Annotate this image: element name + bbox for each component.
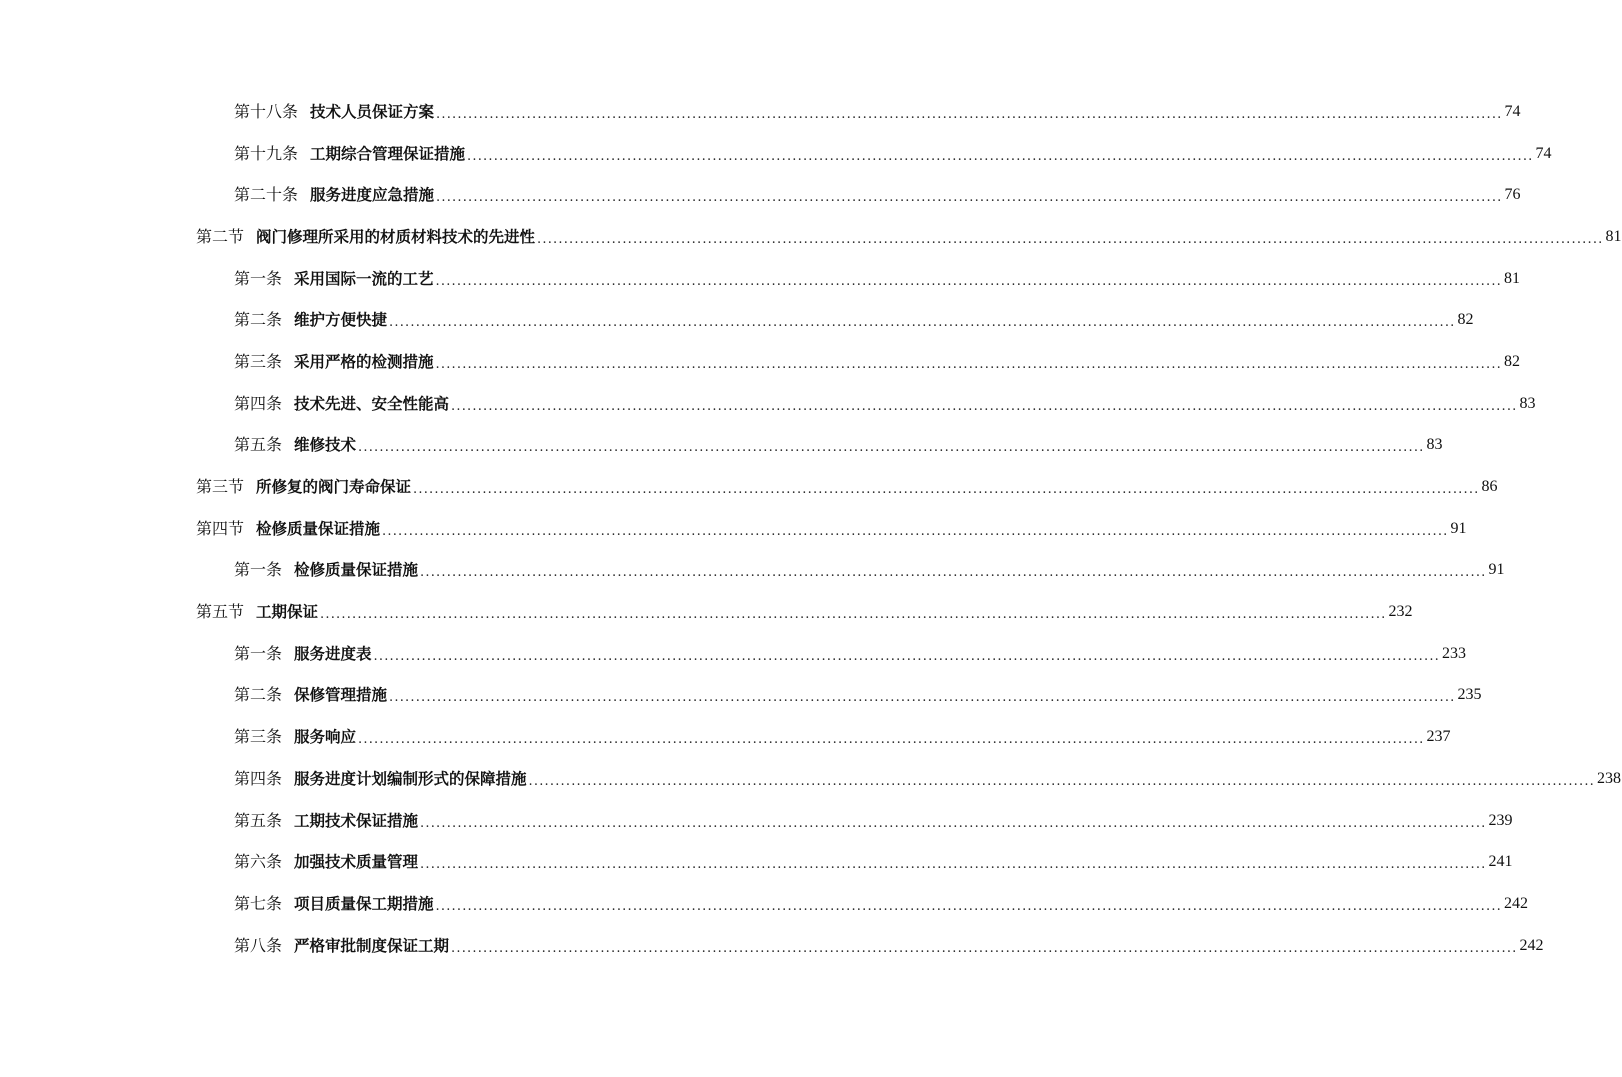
toc-entry[interactable]	[0, 633, 1466, 675]
toc-dot-leader: ........................................................................................................................................................................................................	[420, 857, 1487, 873]
toc-entry[interactable]	[0, 508, 1467, 550]
toc-entry[interactable]	[0, 133, 1552, 175]
toc-entry-page: 242	[1504, 894, 1528, 912]
toc-entry-page: 235	[1457, 686, 1482, 704]
toc-entry-title: 技术先进、安全性能高	[294, 394, 450, 413]
toc-dot-leader: ........................................................................................................................................................................................................	[389, 690, 1456, 706]
toc-entry-number: 第三条	[234, 351, 283, 371]
toc-entry[interactable]	[0, 258, 1520, 300]
toc-entry-title: 采用国际一流的工艺	[294, 269, 434, 288]
toc-entry-number: 第二十条	[234, 185, 299, 205]
toc-entry-number: 第一条	[234, 268, 283, 288]
toc-entry[interactable]	[0, 883, 1528, 925]
toc-entry[interactable]	[0, 758, 1621, 800]
toc-entry-title: 保修管理措施	[294, 686, 388, 705]
toc-entry-page: 86	[1481, 478, 1498, 496]
toc-entry-title: 服务响应	[294, 728, 357, 747]
toc-entry-page: 74	[1504, 102, 1521, 120]
toc-entry-title: 项目质量保工期措施	[294, 894, 434, 913]
toc-dot-leader: ........................................................................................................................................................................................................	[373, 648, 1440, 664]
toc-entry-title: 检修质量保证措施	[256, 519, 381, 538]
toc-entry-title: 维护方便快捷	[294, 311, 388, 330]
toc-entry-number: 第三节	[196, 477, 245, 497]
toc-entry-title: 服务进度表	[294, 644, 372, 663]
toc-entry-title: 加强技术质量管理	[294, 853, 419, 872]
toc-entry-title: 检修质量保证措施	[294, 561, 419, 580]
toc-entry[interactable]	[0, 841, 1513, 883]
toc-entry-number: 第七条	[234, 893, 283, 913]
toc-entry[interactable]	[0, 425, 1443, 467]
toc-entry[interactable]	[0, 466, 1498, 508]
toc-dot-leader: ........................................................................................................................................................................................................	[537, 231, 1604, 247]
toc-dot-leader: ........................................................................................................................................................................................................	[389, 315, 1456, 331]
toc-entry-title: 维修技术	[294, 436, 357, 455]
toc-entry-page: 83	[1426, 436, 1443, 454]
toc-entry[interactable]	[0, 675, 1482, 717]
toc-entry[interactable]	[0, 716, 1451, 758]
toc-entry-page: 82	[1504, 352, 1520, 370]
toc-entry-page: 239	[1488, 811, 1513, 829]
toc-dot-leader: ........................................................................................................................................................................................................	[413, 482, 1480, 498]
toc-dot-leader: ........................................................................................................................................................................................................	[528, 773, 1595, 789]
toc-dot-leader: ........................................................................................................................................................................................................	[435, 356, 1502, 372]
toc-dot-leader: ........................................................................................................................................................................................................	[436, 106, 1503, 122]
toc-entry-title: 工期综合管理保证措施	[310, 144, 466, 163]
toc-entry-number: 第六条	[234, 852, 283, 872]
toc-entry-number: 第五条	[234, 810, 283, 830]
toc-dot-leader: ........................................................................................................................................................................................................	[435, 898, 1502, 914]
toc-entry-number: 第八条	[234, 935, 283, 955]
toc-entry[interactable]	[0, 800, 1513, 842]
toc-entry[interactable]	[0, 299, 1474, 341]
toc-entry[interactable]	[0, 216, 1622, 258]
toc-entry-number: 第二条	[234, 310, 283, 330]
toc-dot-leader: ........................................................................................................................................................................................................	[420, 565, 1487, 581]
toc-entry-page: 241	[1488, 853, 1513, 871]
toc-entry-page: 238	[1597, 769, 1621, 787]
toc-entry[interactable]	[0, 925, 1544, 967]
toc-entry-number: 第四节	[196, 518, 245, 538]
toc-entry[interactable]	[0, 341, 1520, 383]
toc-entry-number: 第三条	[234, 727, 283, 747]
toc-entry-title: 严格审批制度保证工期	[294, 936, 450, 955]
toc-entry-title: 工期技术保证措施	[294, 811, 419, 830]
toc-entry-number: 第十九条	[234, 143, 299, 163]
toc-dot-leader: ........................................................................................................................................................................................................	[436, 190, 1503, 206]
toc-entry-page: 233	[1442, 644, 1466, 662]
toc-entry-page: 237	[1426, 728, 1451, 746]
toc-entry-page: 76	[1504, 186, 1521, 204]
toc-entry-number: 第十八条	[234, 101, 299, 121]
toc-dot-leader: ........................................................................................................................................................................................................	[358, 732, 1425, 748]
toc-entry-page: 74	[1535, 144, 1552, 162]
toc-entry[interactable]	[0, 550, 1505, 592]
toc-entry[interactable]	[0, 91, 1521, 133]
toc-entry-title: 服务进度计划编制形式的保障措施	[294, 769, 527, 788]
toc-entry-number: 第二节	[196, 226, 245, 246]
toc-entry-number: 第五条	[234, 435, 283, 455]
toc-dot-leader: ........................................................................................................................................................................................................	[420, 815, 1487, 831]
table-of-contents	[0, 91, 1622, 966]
toc-dot-leader: ........................................................................................................................................................................................................	[435, 273, 1502, 289]
toc-entry-page: 82	[1457, 311, 1474, 329]
toc-entry-number: 第五节	[196, 602, 245, 622]
toc-dot-leader: ........................................................................................................................................................................................................	[320, 607, 1387, 623]
toc-entry-page: 83	[1519, 394, 1536, 412]
toc-dot-leader: ........................................................................................................................................................................................................	[467, 148, 1534, 164]
toc-entry-page: 81	[1504, 269, 1520, 287]
toc-entry-title: 技术人员保证方案	[310, 102, 435, 121]
toc-entry-number: 第一条	[234, 643, 283, 663]
toc-entry-title: 服务进度应急措施	[310, 186, 435, 205]
toc-entry-title: 所修复的阀门寿命保证	[256, 478, 412, 497]
toc-entry[interactable]	[0, 174, 1521, 216]
toc-entry-number: 第四条	[234, 768, 283, 788]
toc-entry-title: 工期保证	[256, 603, 319, 622]
toc-entry-number: 第四条	[234, 393, 283, 413]
toc-entry[interactable]	[0, 591, 1413, 633]
toc-entry-page: 242	[1519, 936, 1544, 954]
toc-dot-leader: ........................................................................................................................................................................................................	[358, 440, 1425, 456]
toc-entry-title: 阀门修理所采用的材质材料技术的先进性	[256, 227, 536, 246]
toc-dot-leader: ........................................................................................................................................................................................................	[382, 523, 1449, 539]
toc-entry-page: 91	[1450, 519, 1467, 537]
toc-entry-number: 第一条	[234, 560, 283, 580]
toc-dot-leader: ........................................................................................................................................................................................................	[451, 398, 1518, 414]
toc-entry-page: 91	[1488, 561, 1505, 579]
toc-entry[interactable]	[0, 383, 1536, 425]
toc-entry-number: 第二条	[234, 685, 283, 705]
toc-entry-page: 232	[1388, 603, 1413, 621]
toc-entry-page: 81	[1605, 227, 1622, 245]
toc-entry-title: 采用严格的检测措施	[294, 352, 434, 371]
toc-dot-leader: ........................................................................................................................................................................................................	[451, 940, 1518, 956]
